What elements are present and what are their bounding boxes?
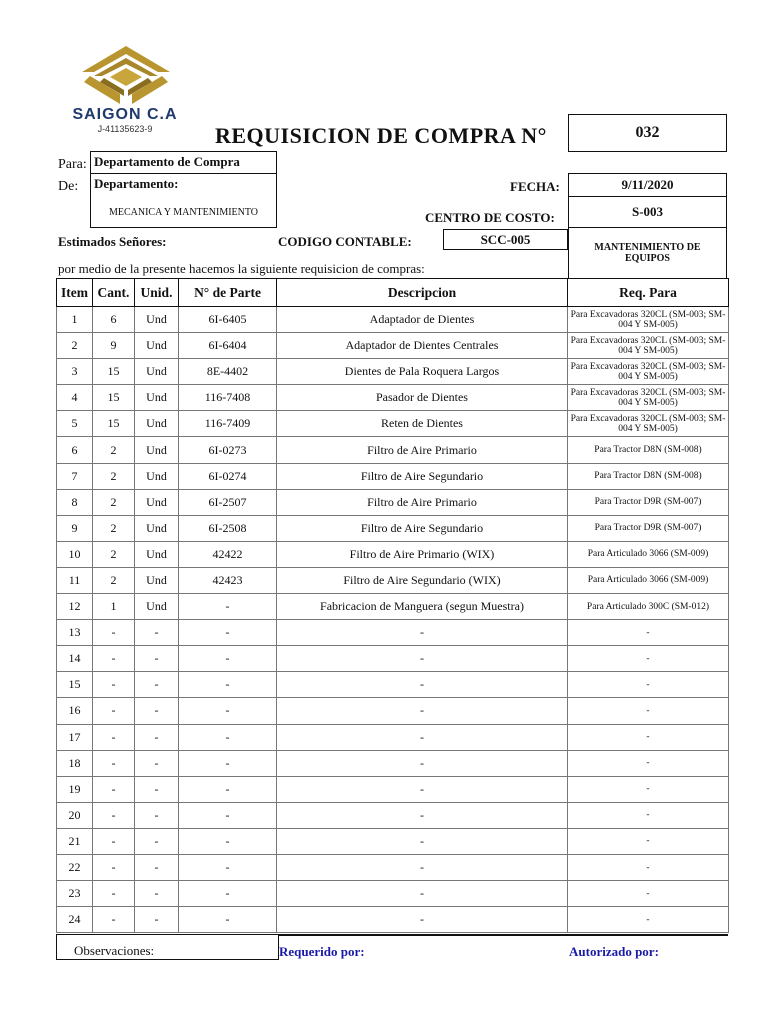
table-row <box>57 828 729 854</box>
company-logo <box>62 44 192 136</box>
item-cell: 16 <box>57 698 93 724</box>
unid-cell: - <box>135 620 179 646</box>
item-cell: 5 <box>57 411 93 437</box>
parte-cell: 6I-2508 <box>179 515 277 541</box>
unid-cell: - <box>135 776 179 802</box>
unid-cell: Und <box>135 411 179 437</box>
req-para-cell: - <box>568 724 729 750</box>
descripcion-cell: Filtro de Aire Primario <box>277 437 568 463</box>
unid-cell: Und <box>135 567 179 593</box>
table-row <box>57 541 729 567</box>
unid-cell: - <box>135 724 179 750</box>
table-row <box>57 620 729 646</box>
unid-cell: - <box>135 907 179 933</box>
para-label: Para: <box>58 157 87 172</box>
req-para-cell: - <box>568 854 729 880</box>
unid-cell: - <box>135 802 179 828</box>
unid-cell: Und <box>135 594 179 620</box>
parte-cell: - <box>179 672 277 698</box>
autorizado-por-label: Autorizado por: <box>569 944 659 959</box>
requerido-por-label: Requerido por: <box>279 944 365 959</box>
table-row <box>57 907 729 933</box>
table-row <box>57 567 729 593</box>
centro-costo-desc: MANTENIMIENTO DE EQUIPOS <box>568 227 727 279</box>
cant-cell: - <box>93 881 135 907</box>
page-title: REQUISICION DE COMPRA N° <box>215 123 547 148</box>
cant-cell: - <box>93 698 135 724</box>
req-para-cell: - <box>568 907 729 933</box>
descripcion-cell: Filtro de Aire Primario <box>277 489 568 515</box>
table-row <box>57 385 729 411</box>
descripcion-cell: - <box>277 828 568 854</box>
table-row <box>57 881 729 907</box>
cant-cell: 15 <box>93 385 135 411</box>
cant-cell: - <box>93 672 135 698</box>
parte-cell: - <box>179 646 277 672</box>
table-row <box>57 776 729 802</box>
req-para-cell: - <box>568 672 729 698</box>
table-header-row <box>57 279 729 307</box>
item-cell: 12 <box>57 594 93 620</box>
descripcion-cell: Dientes de Pala Roquera Largos <box>277 359 568 385</box>
item-cell: 21 <box>57 828 93 854</box>
item-cell: 17 <box>57 724 93 750</box>
parte-cell: - <box>179 854 277 880</box>
parte-cell: 6I-0274 <box>179 463 277 489</box>
cant-cell: - <box>93 776 135 802</box>
cant-cell: - <box>93 802 135 828</box>
codigo-contable-value: SCC-005 <box>443 229 568 250</box>
descripcion-cell: Filtro de Aire Segundario <box>277 515 568 541</box>
parte-cell: - <box>179 620 277 646</box>
descripcion-cell: - <box>277 881 568 907</box>
cant-cell: 2 <box>93 567 135 593</box>
fecha-value: 9/11/2020 <box>568 173 727 197</box>
item-cell: 18 <box>57 750 93 776</box>
col-item: Item <box>57 279 93 307</box>
parte-cell: 8E-4402 <box>179 359 277 385</box>
req-para-cell: - <box>568 802 729 828</box>
observaciones-label: Observaciones: <box>74 943 155 958</box>
descripcion-cell: Adaptador de Dientes <box>277 307 568 333</box>
req-para-cell: Para Articulado 3066 (SM-009) <box>568 541 729 567</box>
item-cell: 13 <box>57 620 93 646</box>
cant-cell: 15 <box>93 359 135 385</box>
descripcion-cell: - <box>277 620 568 646</box>
unid-cell: - <box>135 698 179 724</box>
cant-cell: 2 <box>93 515 135 541</box>
col-req-para: Req. Para <box>568 279 729 307</box>
parte-cell: - <box>179 802 277 828</box>
table-row <box>57 646 729 672</box>
table-row <box>57 802 729 828</box>
centro-costo-value: S-003 <box>568 196 727 228</box>
parte-cell: - <box>179 724 277 750</box>
parte-cell: 6I-6405 <box>179 307 277 333</box>
unid-cell: Und <box>135 333 179 359</box>
cant-cell: 9 <box>93 333 135 359</box>
item-cell: 15 <box>57 672 93 698</box>
descripcion-cell: - <box>277 854 568 880</box>
footer-divider <box>278 934 728 936</box>
table-body <box>57 307 729 933</box>
req-para-cell: - <box>568 646 729 672</box>
table-row <box>57 333 729 359</box>
cant-cell: 2 <box>93 437 135 463</box>
req-para-cell: Para Articulado 300C (SM-012) <box>568 594 729 620</box>
unid-cell: - <box>135 854 179 880</box>
descripcion-cell: - <box>277 672 568 698</box>
unid-cell: Und <box>135 463 179 489</box>
item-cell: 20 <box>57 802 93 828</box>
item-cell: 10 <box>57 541 93 567</box>
table-row <box>57 672 729 698</box>
unid-cell: - <box>135 828 179 854</box>
company-name: SAIGON C.A <box>72 106 178 123</box>
req-para-cell: - <box>568 698 729 724</box>
descripcion-cell: - <box>277 724 568 750</box>
descripcion-cell: Pasador de Dientes <box>277 385 568 411</box>
req-para-cell: - <box>568 620 729 646</box>
table-row <box>57 463 729 489</box>
requisition-table <box>56 278 729 933</box>
req-para-cell: Para Excavadoras 320CL (SM-003; SM-004 Y SM-005) <box>568 385 729 411</box>
observaciones-box <box>56 934 279 960</box>
parte-cell: 42422 <box>179 541 277 567</box>
logo-icon <box>80 44 172 106</box>
req-para-cell: Para Tractor D9R (SM-007) <box>568 489 729 515</box>
unid-cell: Und <box>135 515 179 541</box>
descripcion-cell: Adaptador de Dientes Centrales <box>277 333 568 359</box>
parte-cell: 116-7408 <box>179 385 277 411</box>
table-row <box>57 359 729 385</box>
codigo-contable-label: CODIGO CONTABLE: <box>278 234 412 249</box>
cant-cell: - <box>93 854 135 880</box>
table-row <box>57 594 729 620</box>
req-para-cell: Para Excavadoras 320CL (SM-003; SM-004 Y SM-005) <box>568 307 729 333</box>
table-row <box>57 724 729 750</box>
cant-cell: - <box>93 750 135 776</box>
descripcion-cell: Filtro de Aire Primario (WIX) <box>277 541 568 567</box>
unid-cell: - <box>135 672 179 698</box>
item-cell: 6 <box>57 437 93 463</box>
parte-cell: - <box>179 828 277 854</box>
de-label: De: <box>58 179 79 194</box>
table-row <box>57 437 729 463</box>
unid-cell: - <box>135 881 179 907</box>
parte-cell: - <box>179 594 277 620</box>
descripcion-cell: - <box>277 776 568 802</box>
cant-cell: - <box>93 724 135 750</box>
req-para-cell: - <box>568 828 729 854</box>
table-row <box>57 854 729 880</box>
fecha-label: FECHA: <box>510 179 560 194</box>
cant-cell: 2 <box>93 463 135 489</box>
descripcion-cell: Filtro de Aire Segundario (WIX) <box>277 567 568 593</box>
col-unid: Unid. <box>135 279 179 307</box>
parte-cell: - <box>179 776 277 802</box>
unid-cell: - <box>135 646 179 672</box>
de-value: MECANICA Y MANTENIMIENTO <box>108 207 259 218</box>
req-para-cell: Para Excavadoras 320CL (SM-003; SM-004 Y SM-005) <box>568 333 729 359</box>
company-rif: J-41135623-9 <box>97 124 153 134</box>
parte-cell: 42423 <box>179 567 277 593</box>
cant-cell: - <box>93 646 135 672</box>
item-cell: 7 <box>57 463 93 489</box>
descripcion-cell: - <box>277 802 568 828</box>
req-para-cell: Para Tractor D8N (SM-008) <box>568 463 729 489</box>
cant-cell: 1 <box>93 594 135 620</box>
table-row <box>57 307 729 333</box>
item-cell: 22 <box>57 854 93 880</box>
estimados-label: Estimados Señores: <box>58 234 167 249</box>
cant-cell: 15 <box>93 411 135 437</box>
descripcion-cell: - <box>277 646 568 672</box>
table-row <box>57 698 729 724</box>
centro-costo-label: CENTRO DE COSTO: <box>425 210 555 225</box>
parte-cell: 116-7409 <box>179 411 277 437</box>
unid-cell: Und <box>135 437 179 463</box>
item-cell: 8 <box>57 489 93 515</box>
parte-cell: 6I-6404 <box>179 333 277 359</box>
cant-cell: 2 <box>93 541 135 567</box>
req-para-cell: - <box>568 881 729 907</box>
item-cell: 3 <box>57 359 93 385</box>
requisition-number: 032 <box>568 114 727 152</box>
parte-cell: - <box>179 907 277 933</box>
req-para-cell: - <box>568 750 729 776</box>
cant-cell: - <box>93 828 135 854</box>
item-cell: 4 <box>57 385 93 411</box>
col-descripcion: Descripcion <box>277 279 568 307</box>
parte-cell: 6I-2507 <box>179 489 277 515</box>
item-cell: 11 <box>57 567 93 593</box>
unid-cell: Und <box>135 489 179 515</box>
unid-cell: Und <box>135 359 179 385</box>
req-para-cell: - <box>568 776 729 802</box>
parte-cell: - <box>179 698 277 724</box>
col-cant: Cant. <box>93 279 135 307</box>
cant-cell: - <box>93 907 135 933</box>
req-para-cell: Para Tractor D8N (SM-008) <box>568 437 729 463</box>
cant-cell: 6 <box>93 307 135 333</box>
parte-cell: - <box>179 881 277 907</box>
table-row <box>57 489 729 515</box>
unid-cell: Und <box>135 307 179 333</box>
item-cell: 24 <box>57 907 93 933</box>
item-cell: 2 <box>57 333 93 359</box>
req-para-cell: Para Excavadoras 320CL (SM-003; SM-004 Y SM-005) <box>568 411 729 437</box>
descripcion-cell: - <box>277 698 568 724</box>
req-para-cell: Para Tractor D9R (SM-007) <box>568 515 729 541</box>
req-para-cell: Para Excavadoras 320CL (SM-003; SM-004 Y SM-005) <box>568 359 729 385</box>
item-cell: 9 <box>57 515 93 541</box>
descripcion-cell: Reten de Dientes <box>277 411 568 437</box>
unid-cell: Und <box>135 541 179 567</box>
parte-cell: 6I-0273 <box>179 437 277 463</box>
descripcion-cell: Filtro de Aire Segundario <box>277 463 568 489</box>
item-cell: 19 <box>57 776 93 802</box>
req-para-cell: Para Articulado 3066 (SM-009) <box>568 567 729 593</box>
de-box <box>90 173 277 228</box>
item-cell: 14 <box>57 646 93 672</box>
table-row <box>57 750 729 776</box>
table-row <box>57 515 729 541</box>
cant-cell: 2 <box>93 489 135 515</box>
de-title: Departamento: <box>94 176 179 191</box>
descripcion-cell: - <box>277 907 568 933</box>
intro-text: por medio de la presente hacemos la siguiente requisicion de compras: <box>58 261 425 276</box>
cant-cell: - <box>93 620 135 646</box>
para-value: Departamento de Compra <box>90 151 277 174</box>
unid-cell: - <box>135 750 179 776</box>
item-cell: 23 <box>57 881 93 907</box>
col-parte: N° de Parte <box>179 279 277 307</box>
parte-cell: - <box>179 750 277 776</box>
descripcion-cell: Fabricacion de Manguera (segun Muestra) <box>277 594 568 620</box>
descripcion-cell: - <box>277 750 568 776</box>
unid-cell: Und <box>135 385 179 411</box>
item-cell: 1 <box>57 307 93 333</box>
table-row <box>57 411 729 437</box>
